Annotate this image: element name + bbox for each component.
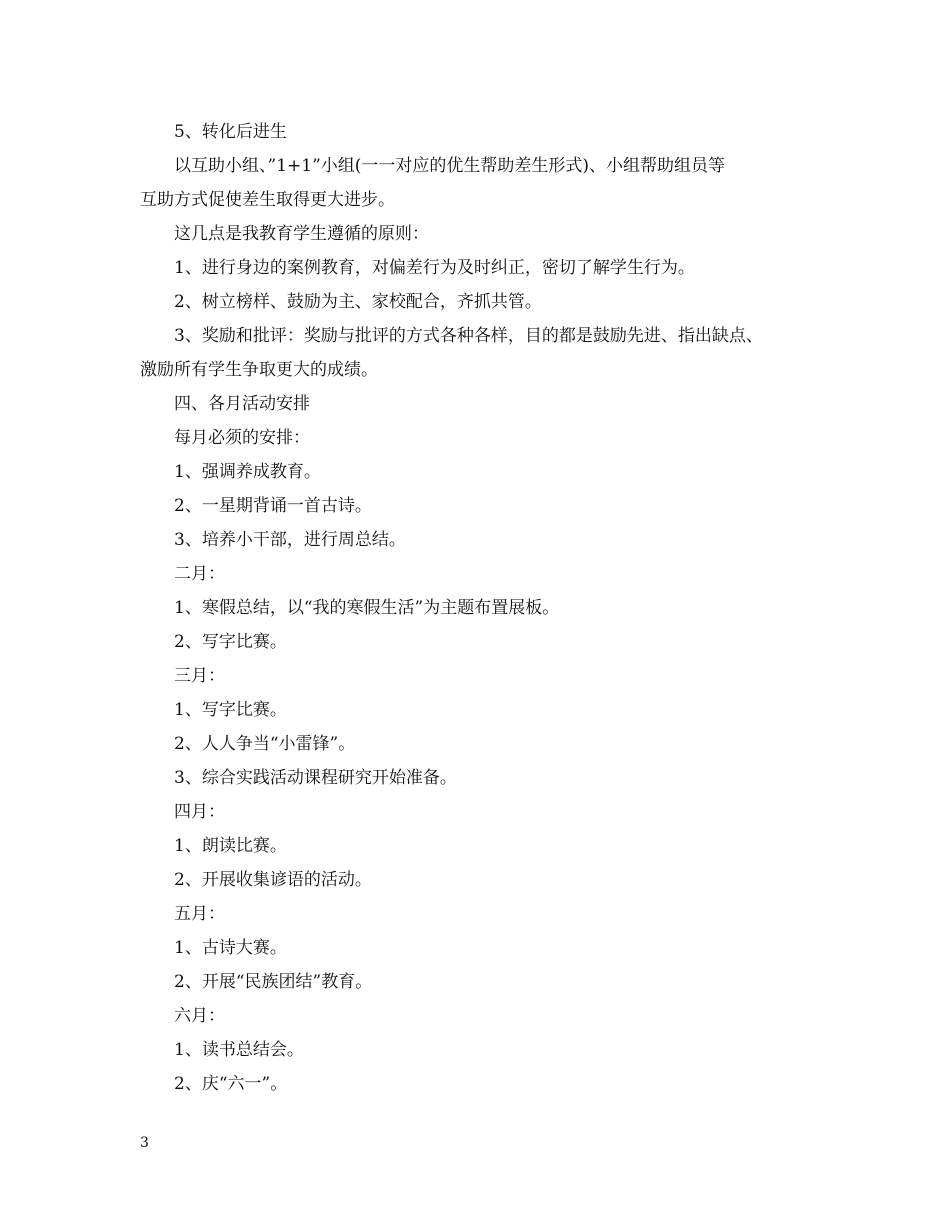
text-line: 这几点是我教育学生遵循的原则： — [174, 224, 429, 244]
text-line: 五月： — [174, 904, 225, 924]
text-line: 2、庆“六一”。 — [174, 1074, 288, 1094]
text-line: 3、奖励和批评：奖励与批评的方式各种各样，目的都是鼓励先进、指出缺点、 — [174, 326, 763, 346]
text-line: 2、树立榜样、鼓励为主、家校配合，齐抓共管。 — [174, 292, 542, 312]
text-line: 以互助小组、”1+1”小组(一一对应的优生帮助差生形式)、小组帮助组员等 — [174, 156, 726, 176]
text-line: 三月： — [174, 666, 225, 686]
text-line: 3、培养小干部，进行周总结。 — [174, 530, 406, 550]
text-line: 2、开展“民族团结”教育。 — [174, 972, 373, 992]
text-line: 二月： — [174, 564, 225, 584]
text-line: 四月： — [174, 802, 225, 822]
text-line: 1、朗读比赛。 — [174, 836, 287, 856]
text-line: 四、各月活动安排 — [174, 394, 310, 414]
text-line: 5、转化后进生 — [174, 122, 287, 142]
text-line: 每月必须的安排： — [174, 428, 310, 448]
text-line: 互助方式促使差生取得更大进步。 — [140, 190, 395, 210]
text-line: 2、写字比赛。 — [174, 632, 287, 652]
text-line: 六月： — [174, 1006, 225, 1026]
text-line: 1、进行身边的案例教育，对偏差行为及时纠正，密切了解学生行为。 — [174, 258, 695, 278]
text-line: 2、人人争当“小雷锋”。 — [174, 734, 356, 754]
text-line: 2、一星期背诵一首古诗。 — [174, 496, 372, 516]
text-line: 1、古诗大赛。 — [174, 938, 287, 958]
text-line: 1、强调养成教育。 — [174, 462, 321, 482]
text-line: 激励所有学生争取更大的成绩。 — [140, 360, 378, 380]
text-line: 1、读书总结会。 — [174, 1040, 304, 1060]
page-number: 3 — [140, 1135, 149, 1151]
text-line: 1、寒假总结，以“我的寒假生活”为主题布置展板。 — [174, 598, 560, 618]
text-line: 1、写字比赛。 — [174, 700, 287, 720]
text-line: 3、综合实践活动课程研究开始准备。 — [174, 768, 457, 788]
document-body — [140, 115, 840, 1101]
text-line: 2、开展收集谚语的活动。 — [174, 870, 372, 890]
